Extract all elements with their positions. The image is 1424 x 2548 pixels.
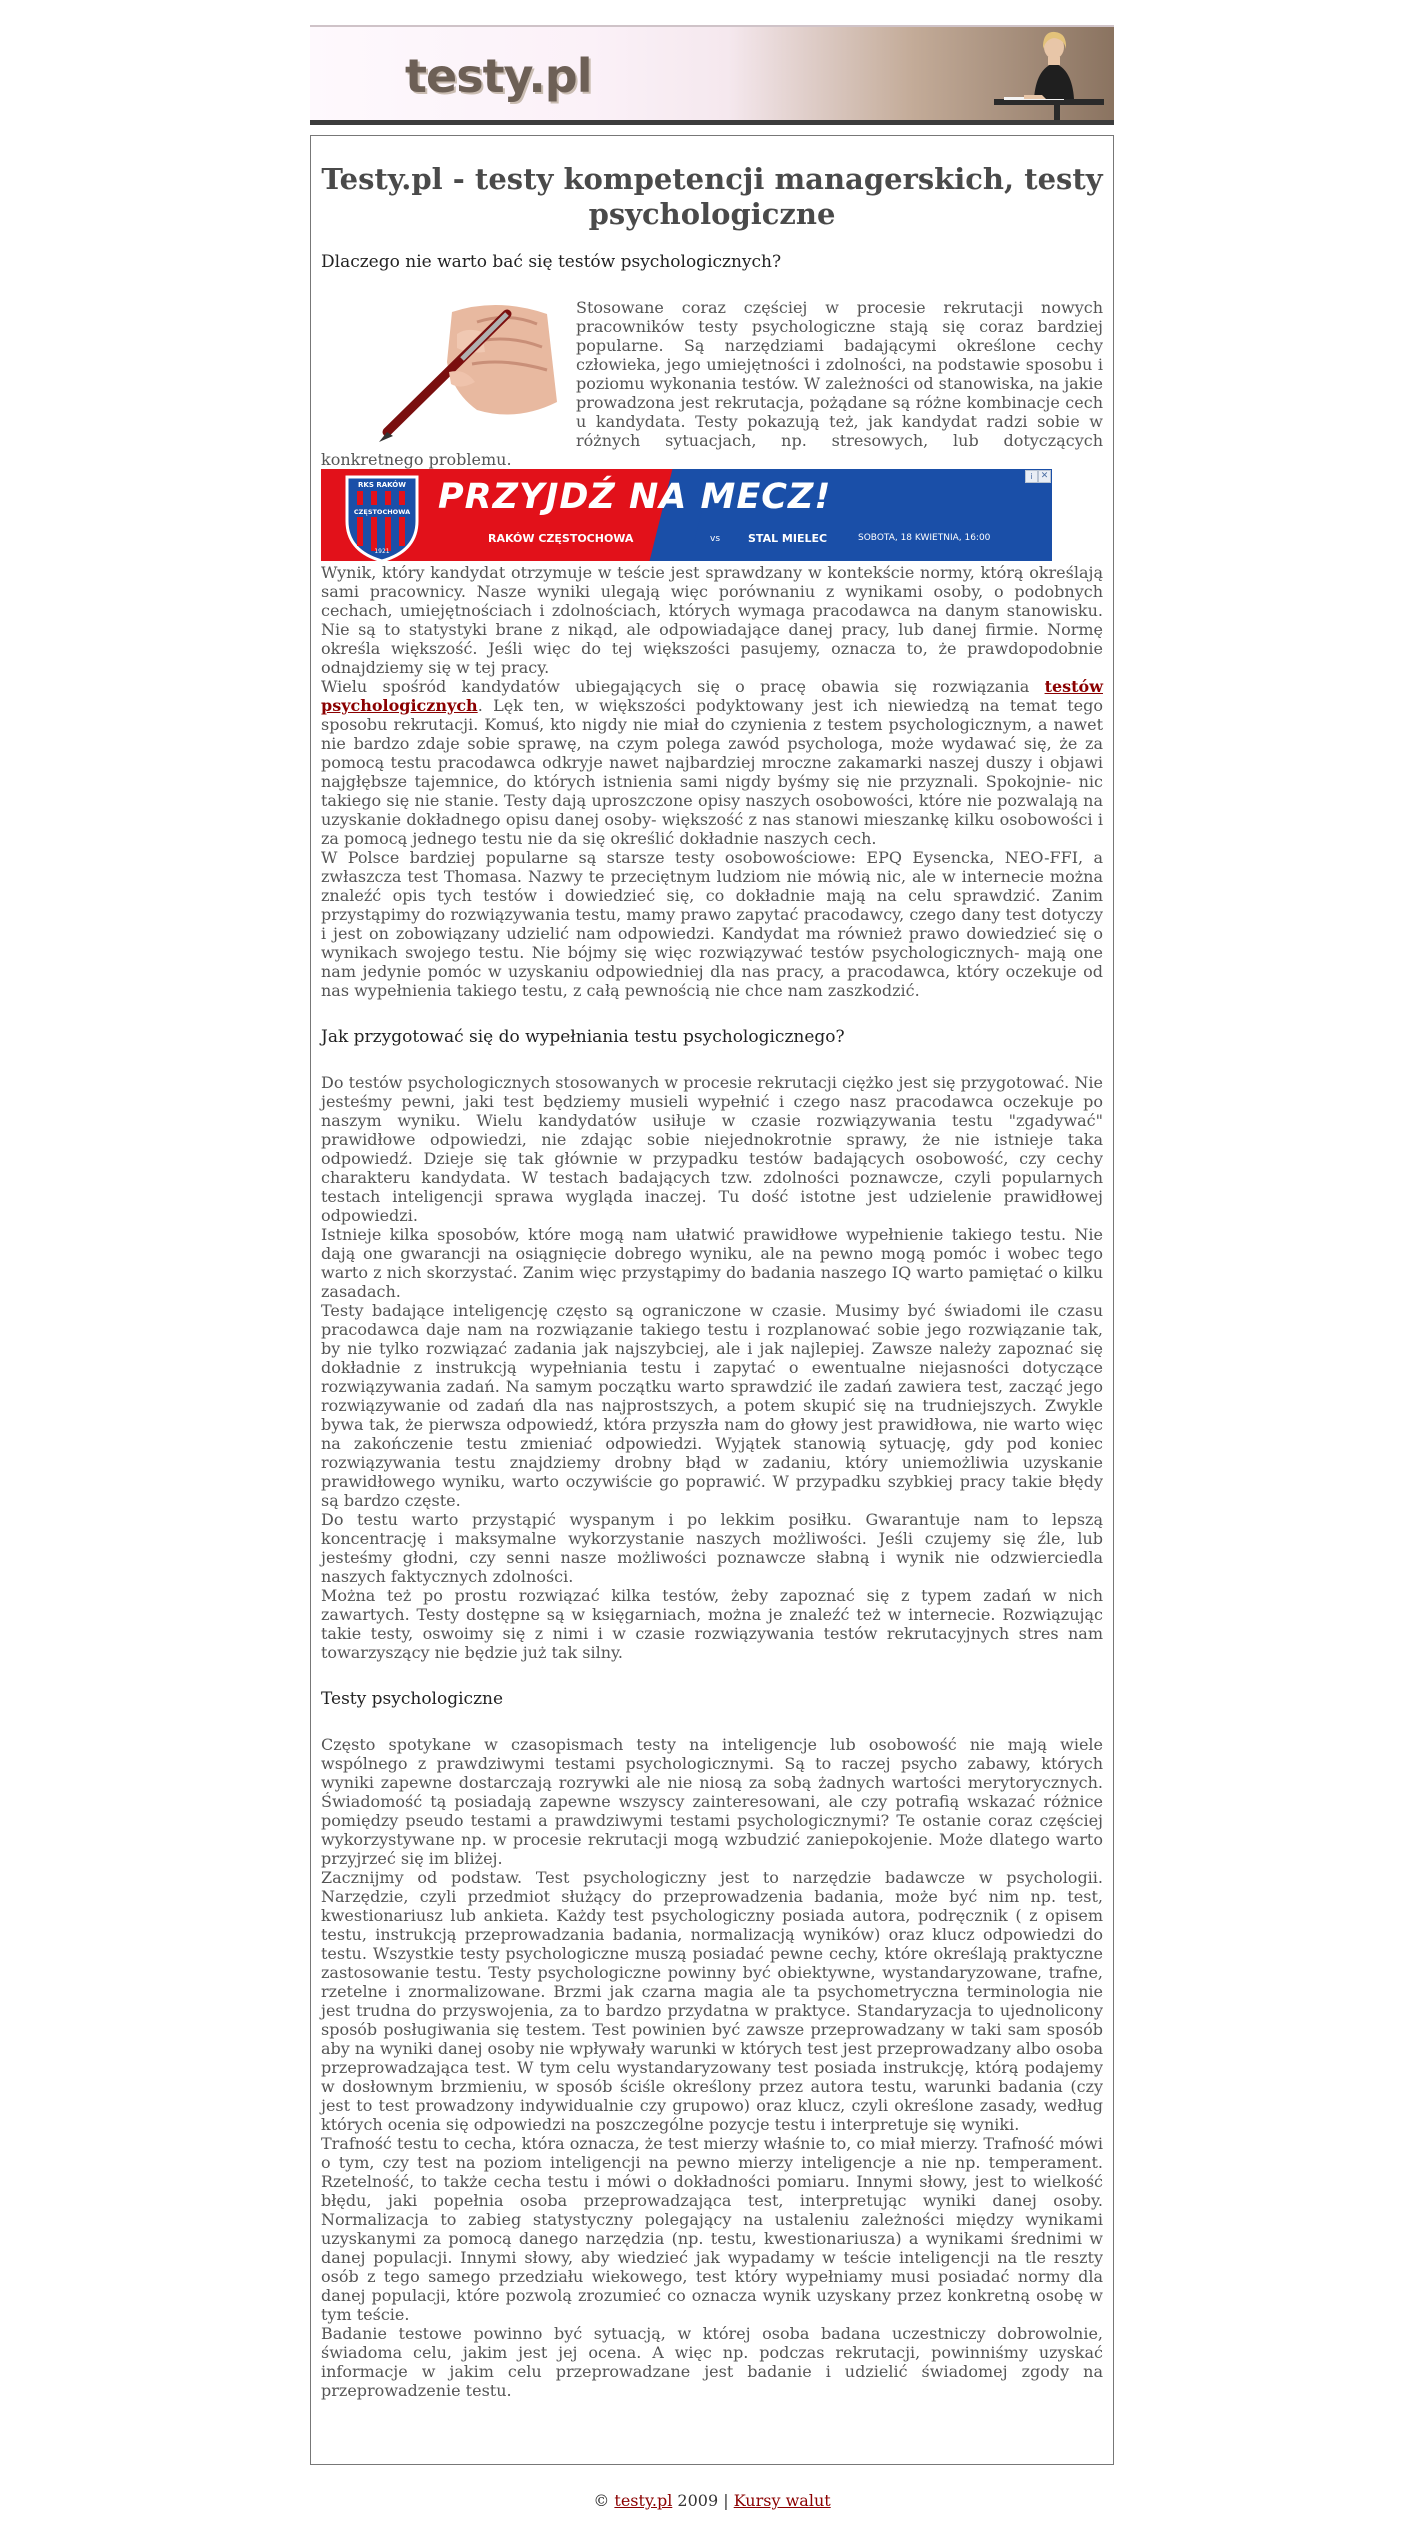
- section-heading-why-not-fear: Dlaczego nie warto bać się testów psychologicznych?: [321, 252, 782, 272]
- section1-paragraph-3: W Polsce bardziej popularne są starsze testy osobowościowe: EPQ Eysencka, NEO-FFI, a zwłaszcza test Thomasa. Nazwy te przeciętnym ludziom nie mówią nic, ale w internecie można znaleźć opis tych testów i dowiedzieć się, co dokładnie mają na celu sprawdzić. Zanim przystąpimy do rozwiązywania testu, mamy prawo zapytać pracodawcy, czego dany test dotyczy i jest on zobowiązany udzielić nam odpowiedzi. Kandydat ma również prawo dowiedzieć się o wynikach swojego testu. Nie bójmy się więc rozwiązywać testów psychologicznych- mają one nam jedynie pomóc w uzyskaniu odpowiedniej dla nas pracy, a pracodawca, który oczekuje od nas wypełnienia takiego testu, z całą pewnością nie chce nam zaszkodzić.: [321, 848, 1103, 1000]
- advertisement-banner[interactable]: [321, 469, 1052, 561]
- ad-badge-mid: CZĘSTOCHOWA: [353, 508, 411, 516]
- ad-info-icon[interactable]: i: [1025, 470, 1038, 483]
- section2-paragraph-3: Testy badające inteligencję często są ograniczone w czasie. Musimy być świadomi ile czasu pracodawca daje nam na rozwiązanie takiego testu i rozplanować sobie jego rozwiązanie tak, by nie tylko rozwiązać zadania jak najszybciej, ale i jak najlepiej. Zawsze należy zapoznać się dokładnie z instrukcją wypełniania testu i zapytać o ewentualne niejasności dotyczące rozwiązywania zadań. Na samym początku warto sprawdzić ile zadań zawiera test, zacząć jego rozwiązywanie od zadań dla nas najprostszych, a potem skupić się na trudniejszych. Zwykle bywa tak, że pierwsza odpowiedź, która przyszła nam do głowy jest prawidłowa, nie warto więc na zakończenie testu zmieniać odpowiedzi. Wyjątek stanowią sytuację, gdy pod koniec rozwiązywania testu znajdziemy drobny błąd w zadaniu, który uniemożliwia uzyskanie prawidłowego wyniku, warto oczywiście go poprawić. W przypadku szybkiej pracy takie błędy są bardzo częste.: [321, 1301, 1103, 1510]
- section3-paragraph-2: Zacznijmy od podstaw. Test psychologiczny jest to narzędzie badawcze w psychologii. Narzędzie, czyli przedmiot służący do przeprowadzenia badania, może być nim np. test, kwestionariusz lub ankieta. Każdy test psychologiczny posiada autora, podręcznik ( z opisem testu, instrukcją przeprowadzania badania, normalizacją wyników) oraz klucz odpowiedzi do testu. Wszystkie testy psychologiczne muszą posiadać pewne cechy, które określają praktyczne zastosowanie testu. Testy psychologiczne powinny być obiektywne, wystandaryzowane, trafne, rzetelne i znormalizowane. Brzmi jak czarna magia ale ta psychometryczna terminologia nie jest trudna do przyswojenia, za to bardzo przydatna w praktyce. Standaryzacja to ujednolicony sposób posługiwania się testem. Test powinien być zawsze przeprowadzany w taki sam sposób aby na wyniki danej osoby nie wpływały warunki w których test jest przeprowadzany albo osoba przeprowadzająca test. W tym celu wystandaryzowany test posiada instrukcję, którą podajemy w dosłownym brzmieniu, w sposób ściśle określony przez autora testu, warunki badania (czy jest to test prowadzony indywidualnie czy grupowo) oraz klucz, czyli określone zasady, według których ocenia się odpowiedzi na poszczególne pozycje testu i interpretuje się wyniki.: [321, 1868, 1103, 2134]
- hand-with-pen-image: [357, 298, 562, 442]
- section3-paragraph-3: Trafność testu to cecha, która oznacza, że test mierzy właśnie to, co miał mierzy. Trafność mówi o tym, czy test na poziom inteligencji na pewno mierzy inteligencje a nie np. temperament. Rzetelność, to także cecha testu i mówi o dokładności pomiaru. Innymi słowy, jest to wielkość błędu, jaki popełnia osoba przeprowadzająca test, interpretując wyniki danej osoby. Normalizacja to zabieg statystyczny polegający na ustaleniu zależności między wynikami uzyskanymi za pomocą danego narzędzia (np. testu, kwestionariusza) a wynikami średnimi w danej populacji. Innymi słowy, aby wiedzieć jak wypadamy w teście inteligencji na tle reszty osób z tego samego przedziału wiekowego, test który wypełniamy musi posiadać normy dla danej populacji, które pozwolą zrozumieć co oznacza wynik uzyskany przez konkretną osobę w tym teście.: [321, 2134, 1103, 2324]
- site-footer: [310, 2491, 1114, 2510]
- section1-paragraph-2: [321, 677, 1103, 848]
- section1-paragraph-1: Wynik, który kandydat otrzymuje w teście jest sprawdzany w kontekście normy, którą określają sami pracownicy. Nasze wyniki ulegają więc porównaniu z wynikami osoby, o podobnych cechach, umiejętnościach i zdolnościach, których wymaga pracodawca na danym stanowisku. Nie są to statystyki brane z nikąd, ale odpowiadające danej pracy, lub danej firmie. Normę określa większość. Jeśli więc do tej większości pasujemy, oznacza to, że prawdopodobnie odnajdziemy się w tej pracy.: [321, 563, 1103, 677]
- intro-paragraph: Stosowane coraz częściej w procesie rekrutacji nowych pracowników testy psychologiczne stają się coraz bardziej popularne. Są narzędziami badającymi określone cechy człowieka, jego umiejętności i zdolności, na podstawie sposobu i poziomu wykonania testów. W zależności od stanowiska, na jakie prowadzona jest rekrutacja, pożądane są różne kombinacje cech u kandydata. Testy pokazują też, jak kandydat radzi sobie w różnych sytuacjach, np. stresowych, lub dotyczących konkretnego problemu.: [321, 298, 1103, 469]
- section-heading-how-to-prepare: Jak przygotować się do wypełniania testu psychologicznego?: [321, 1027, 845, 1047]
- copyright-symbol: ©: [593, 2491, 610, 2510]
- ad-headline: PRZYJDŹ NA MECZ!: [438, 477, 832, 517]
- site-logo[interactable]: testy.pl: [405, 49, 592, 103]
- main-content: [310, 135, 1114, 2465]
- intro-block: [321, 298, 1103, 469]
- ad-vs: vs: [710, 534, 721, 544]
- page-wrapper: [310, 25, 1114, 2510]
- footer-currency-link[interactable]: Kursy walut: [733, 2491, 831, 2510]
- ad-away-team: STAL MIELEC: [748, 532, 828, 545]
- footer-year: 2009 |: [677, 2491, 729, 2510]
- p2-text-after: . Lęk ten, w większości podyktowany jest ich niewiedzą na temat tego sposobu rekrutacji. Komuś, kto nigdy nie miał do czynienia z testem psychologicznym, a nawet nie bardzo zdaje sobie sprawę, na czym polega zawód psychologa, może wydawać się, że za pomocą testu pracodawca odkryje nawet najbardziej mroczne zakamarki naszej duszy i objawi najgłębsze tajemnice, do których istnienia sami nigdy byśmy się nie przyznali. Spokojnie- nic takiego się nie stanie. Testy dają uproszczone opisy naszych osobowości, które nie pozwalają na uzyskanie dokładnego opisu danej osoby- większość z nas stanowi mieszankę kilku osobowości i za pomocą jednego testu nie da się określić dokładnie naszych cech.: [321, 696, 1103, 848]
- ad-match-date: SOBOTA, 18 KWIETNIA, 16:00: [858, 533, 991, 543]
- p2-text-before: Wielu spośród kandydatów ubiegających się o pracę obawia się rozwiązania: [321, 677, 1045, 696]
- section-heading-psych-tests: Testy psychologiczne: [321, 1689, 504, 1709]
- businesswoman-illustration: [994, 29, 1104, 121]
- section2-paragraph-5: Można też po prostu rozwiązać kilka testów, żeby zapoznać się z typem zadań w nich zawartych. Testy dostępne są w księgarniach, można je znaleźć też w internecie. Rozwiązując takie testy, oswoimy się z nimi i w czasie rozwiązywania testów rekrutacyjnych stres nam towarzyszący nie będzie już tak silny.: [321, 1586, 1103, 1662]
- page-title: Testy.pl - testy kompetencji managerskich, testy psychologiczne: [321, 162, 1103, 231]
- ad-badge-year: 1921: [374, 548, 390, 555]
- section2-paragraph-1: Do testów psychologicznych stosowanych w procesie rekrutacji ciężko jest się przygotować. Nie jesteśmy pewni, jaki test będziemy musieli wypełnić i czego nasz pracodawca oczekuje po naszym wyniku. Wielu kandydatów usiłuje w czasie rozwiązywania testu "zgadywać" prawidłowe odpowiedzi, nie zdając sobie niejednokrotnie sprawy, że nie istnieje taka odpowiedź. Dzieje się tak głównie w przypadku testów badających osobowość, czy cechy charakteru kandydata. W testach badających tzw. zdolności poznawcze, czyli popularnych testach inteligencji sprawa wygląda inaczej. Tu dość istotne jest udzielenie prawidłowej odpowiedzi.: [321, 1073, 1103, 1225]
- section3-paragraph-1: Często spotykane w czasopismach testy na inteligencje lub osobowość nie mają wiele wspólnego z prawdziwymi testami psychologicznymi. Są to raczej psycho zabawy, których wyniki zapewne dostarczają rozrywki ale nie niosą za sobą żadnych wartości merytorycznych. Świadomość tą posiadają zapewne wszyscy zainteresowani, ale czy potrafią wskazać różnice pomiędzy pseudo testami a prawdziwymi testami psychologicznymi? Te ostanie coraz częściej wykorzystywane np. w procesie rekrutacji mogą wzbudzić zaniepokojenie. Może dlatego warto przyjrzeć się im bliżej.: [321, 1735, 1103, 1868]
- rakow-crest-icon: [343, 471, 421, 561]
- psych-tests-link[interactable]: testów psychologicznych: [321, 677, 1103, 715]
- ad-badge-top: RKS RAKÓW: [358, 481, 406, 489]
- ad-home-team: RAKÓW CZĘSTOCHOWA: [488, 532, 634, 545]
- section2-paragraph-2: Istnieje kilka sposobów, które mogą nam ułatwić prawidłowe wypełnienie takiego testu. Nie dają one gwarancji na osiągnięcie dobrego wyniku, ale na pewno mogą pomóc i wobec tego warto z nich skorzystać. Zanim więc przystąpimy do badania naszego IQ warto pamiętać o kilku zasadach.: [321, 1225, 1103, 1301]
- section2-paragraph-4: Do testu warto przystąpić wyspanym i po lekkim posiłku. Gwarantuje nam to lepszą koncentrację i maksymalne wykorzystanie naszych możliwości. Jeśli czujemy się źle, lub jesteśmy głodni, czy senni nasze możliwości poznawcze słabną i wynik nie odzwierciedla naszych faktycznych zdolności.: [321, 1510, 1103, 1586]
- ad-close-icon[interactable]: ✕: [1038, 470, 1051, 483]
- footer-site-link[interactable]: testy.pl: [614, 2491, 673, 2510]
- site-header: [310, 25, 1114, 125]
- section3-paragraph-4: Badanie testowe powinno być sytuacją, w której osoba badana uczestniczy dobrowolnie, świadoma celu, jakim jest jej ocena. A więc np. podczas rekrutacji, powinniśmy uzyskać informacje w jakim celu przeprowadzane jest badanie i udzielić świadomej zgody na przeprowadzenie testu.: [321, 2324, 1103, 2400]
